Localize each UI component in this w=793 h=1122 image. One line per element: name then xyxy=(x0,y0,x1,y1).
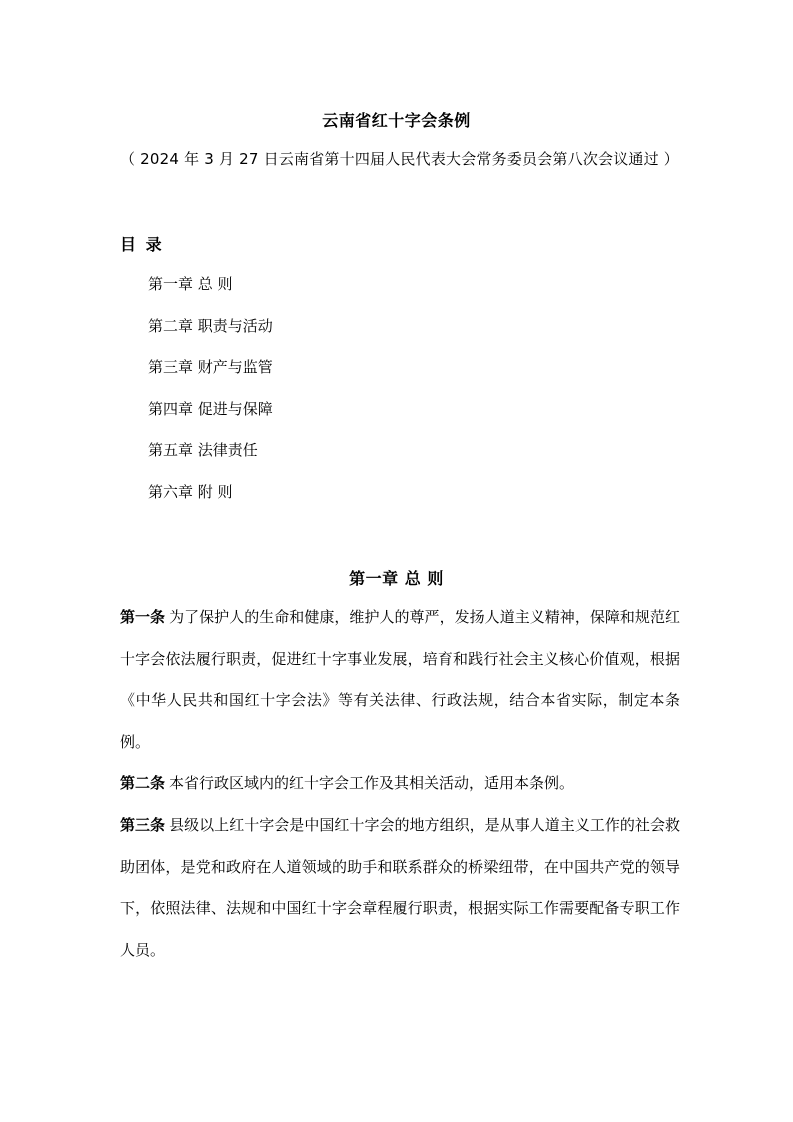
article-label: 第二条 xyxy=(120,774,166,792)
article-3 xyxy=(120,805,680,971)
chapter-title: 第一章 总 则 xyxy=(349,569,444,588)
article-1 xyxy=(120,597,680,763)
document-title: 云南省红十字会条例 xyxy=(322,111,471,130)
article-text: 本省行政区域内的红十字会工作及其相关活动，适用本条例。 xyxy=(169,774,575,792)
toc-item-chapter-5: 第五章 法律责任 xyxy=(148,441,258,459)
toc-item-chapter-3: 第三章 财产与监管 xyxy=(148,358,273,376)
article-label: 第一条 xyxy=(120,608,166,626)
toc-item-chapter-2: 第二章 职责与活动 xyxy=(148,316,273,335)
toc-item-chapter-1: 第一章 总 则 xyxy=(148,275,233,293)
table-of-contents xyxy=(148,274,273,523)
article-text: 为了保护人的生命和健康，维护人的尊严，发扬人道主义精神，保障和规范红十字会依法履行职责，促进红十字事业发展，培育和践行社会主义核心价值观，根据《中华人民共和国红十字会法》等有关法律、行政法规，结合本省实际，制定本条例。 xyxy=(120,608,680,751)
document-subtitle: （ 2024 年 3 月 27 日云南省第十四届人民代表大会常务委员会第八次会议通过 ） xyxy=(120,150,679,168)
toc-item-chapter-6: 第六章 附 则 xyxy=(148,482,233,501)
article-text: 县级以上红十字会是中国红十字会的地方组织，是从事人道主义工作的社会救助团体，是党和政府在人道领域的助手和联系群众的桥梁纽带，在中国共产党的领导下，依照法律、法规和中国红十字会章程履行职责，根据实际工作需要配备专职工作人员。 xyxy=(120,816,680,959)
article-2 xyxy=(120,763,680,805)
toc-item-chapter-4: 第四章 促进与保障 xyxy=(148,399,273,418)
article-label: 第三条 xyxy=(120,816,166,834)
toc-heading: 目 录 xyxy=(120,235,164,254)
